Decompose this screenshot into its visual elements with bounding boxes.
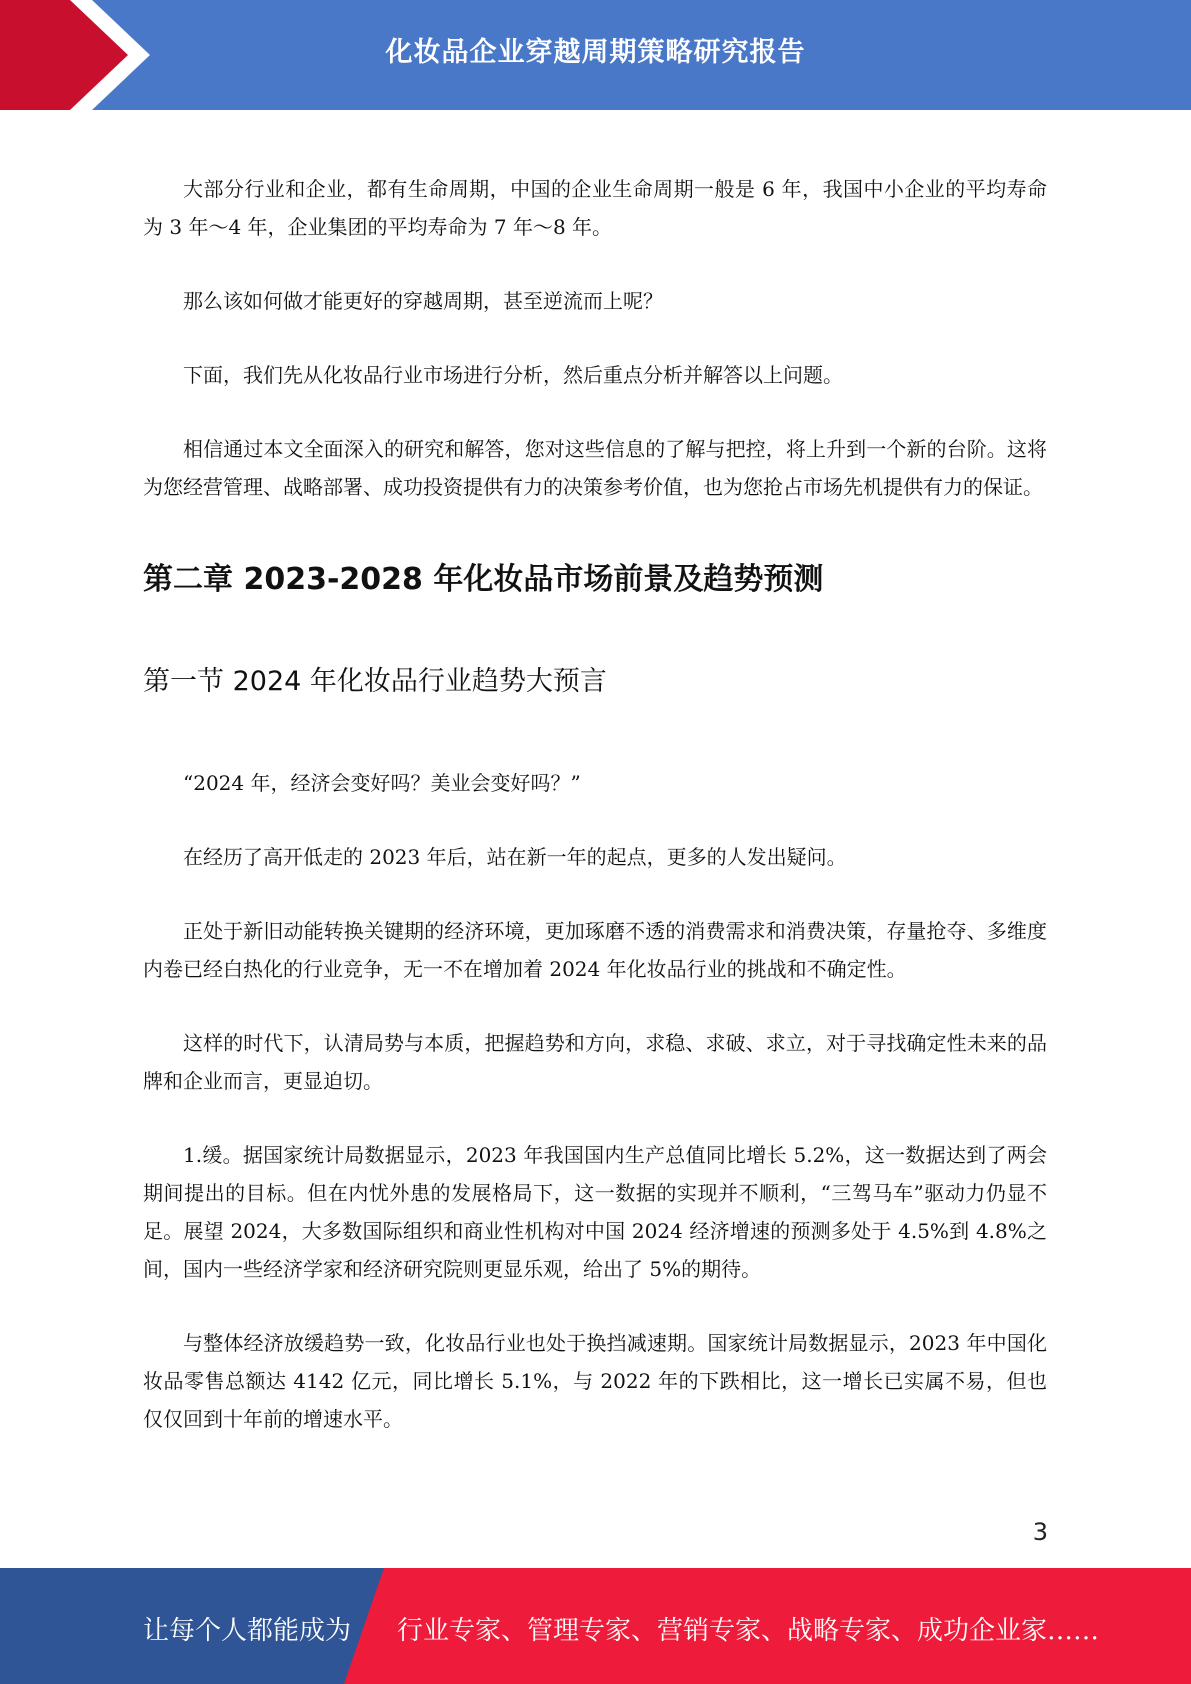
intro-paragraph: 下面，我们先从化妆品行业市场进行分析，然后重点分析并解答以上问题。 — [183, 363, 843, 387]
page-footer — [0, 1568, 1191, 1684]
intro-paragraph: 那么该如何做才能更好的穿越周期，甚至逆流而上呢？ — [183, 289, 663, 313]
intro-paragraph: 相信通过本文全面深入的研究和解答，您对这些信息的了解与把控，将上升到一个新的台阶。这将为您经营管理、战略部署、成功投资提供有力的决策参考价值，也为您抢占市场先机提供有力的保证。 — [143, 437, 1047, 499]
document-body — [143, 170, 1047, 1474]
body-paragraph: 与整体经济放缓趋势一致，化妆品行业也处于换挡减速期。国家统计局数据显示，2023 年中国化妆品零售总额达 4142 亿元，同比增长 5.1%，与 2022 年的下跌相比，这一增长已实属不易，但也仅仅回到十年前的增速水平。 — [143, 1331, 1047, 1431]
page-header — [0, 0, 1191, 110]
footer-slogan-left: 让每个人都能成为 — [143, 1616, 352, 1646]
body-paragraph: 这样的时代下，认清局势与本质，把握趋势和方向，求稳、求破、求立，对于寻找确定性未来的品牌和企业而言，更显迫切。 — [143, 1031, 1047, 1093]
intro-paragraph: 大部分行业和企业，都有生命周期，中国的企业生命周期一般是 6 年，我国中小企业的平均寿命为 3 年～4 年，企业集团的平均寿命为 7 年～8 年。 — [143, 177, 1047, 239]
body-paragraph: 在经历了高开低走的 2023 年后，站在新一年的起点，更多的人发出疑问。 — [183, 845, 847, 869]
body-paragraph: 正处于新旧动能转换关键期的经济环境，更加琢磨不透的消费需求和消费决策，存量抢夺、多维度内卷已经白热化的行业竞争，无一不在增加着 2024 年化妆品行业的挑战和不确定性。 — [143, 919, 1047, 981]
body-paragraph: 1.缓。据国家统计局数据显示，2023 年我国国内生产总值同比增长 5.2%，这一数据达到了两会期间提出的目标。但在内忧外患的发展格局下，这一数据的实现并不顺利，“三驾马车”驱动力仍显不足。展望 2024，大多数国际组织和商业性机构对中国 2024 经济增速的预测多处于 4.5%到 4.8%之间，国内一些经济学家和经济研究院则更显乐观，给出了 5%的期待。 — [143, 1143, 1047, 1281]
chapter-heading: 第二章 2023-2028 年化妆品市场前景及趋势预测 — [143, 562, 824, 597]
footer-slogan-right: 行业专家、管理专家、营销专家、战略专家、成功企业家…… — [397, 1616, 1100, 1646]
section-heading: 第一节 2024 年化妆品行业趋势大预言 — [143, 666, 607, 697]
report-title: 化妆品企业穿越周期策略研究报告 — [385, 37, 806, 68]
body-paragraph: “2024 年，经济会变好吗？美业会变好吗？” — [183, 771, 581, 795]
page-number: 3 — [1032, 1518, 1048, 1546]
